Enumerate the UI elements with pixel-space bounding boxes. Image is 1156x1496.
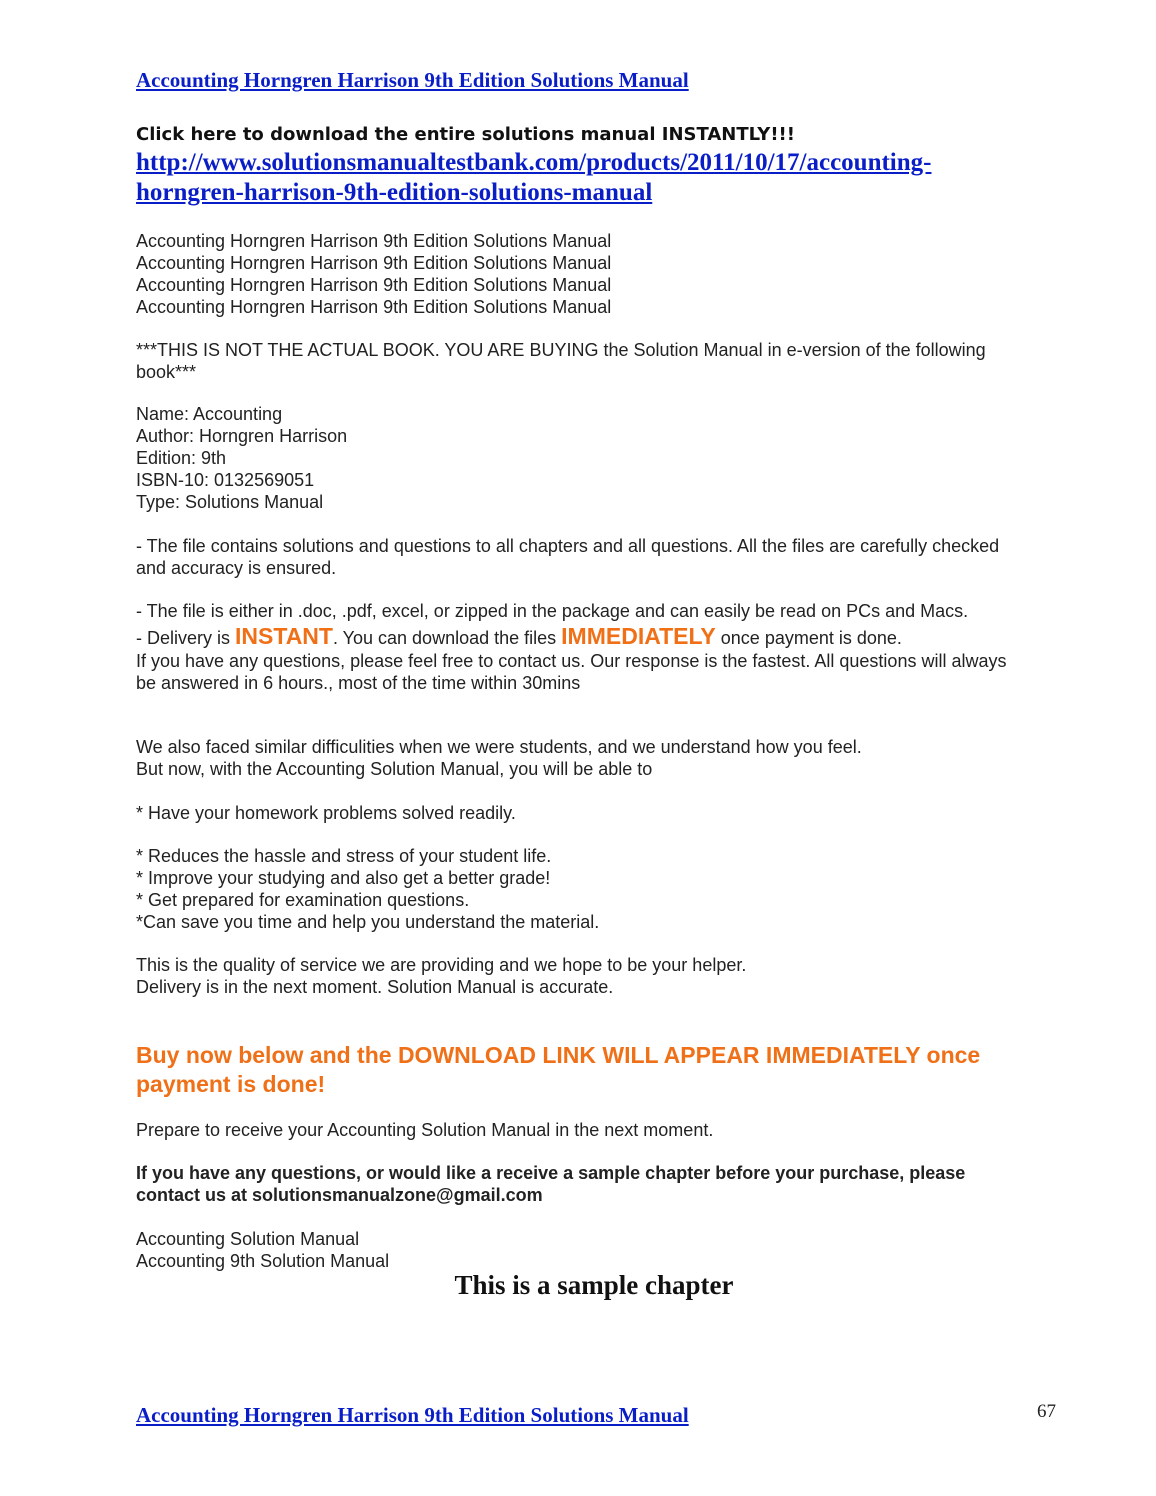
benefit-item: * Reduces the hassle and stress of your student life. [136, 846, 552, 866]
students-line-1: We also faced similar difficulities when we were students, and we understand how you feel. [136, 737, 862, 757]
prepare-line: Prepare to receive your Accounting Solution Manual in the next moment. [136, 1120, 714, 1140]
file-format-note [136, 600, 1056, 622]
file-contents-line-2: and accuracy is ensured. [136, 558, 337, 578]
students-line-2: But now, with the Accounting Solution Manual, you will be able to [136, 759, 653, 779]
benefit-item: *Can save you time and help you understand the material. [136, 912, 600, 932]
repeated-title-list [136, 230, 1056, 318]
book-isbn: ISBN-10: 0132569051 [136, 470, 315, 490]
quality-note [136, 954, 1056, 998]
benefits-list [136, 845, 1056, 933]
questions-line-1: If you have any questions, please feel free to contact us. Our response is the fastest. All questions will always [136, 651, 1007, 671]
students-note [136, 736, 1056, 780]
file-format-line: - The file is either in .doc, .pdf, excel, or zipped in the package and can easily be read on PCs and Macs. [136, 601, 969, 621]
quality-line-1: This is the quality of service we are providing and we hope to be your helper. [136, 955, 747, 975]
sample-chapter-heading: This is a sample chapter [454, 1270, 734, 1300]
book-type: Type: Solutions Manual [136, 492, 324, 512]
document-page [136, 0, 1056, 1496]
disclaimer-line-1: ***THIS IS NOT THE ACTUAL BOOK. YOU ARE BUYING the Solution Manual in e-version of the following [136, 340, 986, 360]
benefit-homework [136, 802, 1056, 824]
questions-line-2: be answered in 6 hours., most of the time within 30mins [136, 673, 581, 693]
benefit-item: * Improve your studying and also get a better grade! [136, 868, 551, 888]
benefit-item: * Get prepared for examination questions. [136, 890, 470, 910]
repeated-title-line: Accounting Horngren Harrison 9th Edition Solutions Manual [136, 231, 612, 251]
buy-now-line-2: payment is done! [136, 1071, 326, 1097]
book-name: Name: Accounting [136, 404, 283, 424]
click-here-text: Click here to download the entire solutions manual INSTANTLY!!! [136, 124, 795, 145]
delivery-note [136, 622, 1056, 652]
title-link[interactable]: Accounting Horngren Harrison 9th Edition Solutions Manual [136, 68, 689, 92]
delivery-prefix: - Delivery is [136, 628, 236, 648]
quality-line-2: Delivery is in the next moment. Solution Manual is accurate. [136, 977, 614, 997]
footer-link[interactable]: Accounting Horngren Harrison 9th Edition Solutions Manual [136, 1403, 689, 1427]
delivery-suffix: once payment is done. [715, 628, 902, 648]
file-contents-note [136, 535, 1056, 579]
questions-note [136, 650, 1056, 694]
download-url-line-2[interactable]: horngren-harrison-9th-edition-solutions-manual [136, 179, 653, 206]
download-url-line-1[interactable]: http://www.solutionsmanualtestbank.com/products/2011/10/17/accounting- [136, 149, 932, 176]
benefit-item: * Have your homework problems solved readily. [136, 803, 516, 823]
related-titles [136, 1228, 1056, 1272]
immediately-highlight: IMMEDIATELY [561, 623, 716, 649]
file-contents-line-1: - The file contains solutions and questions to all chapters and all questions. All the files are carefully checked [136, 536, 1000, 556]
contact-line-2: contact us at solutionsmanualzone@gmail.com [136, 1185, 543, 1205]
download-url-link[interactable] [136, 148, 1036, 208]
buy-now-line-1: Buy now below and the DOWNLOAD LINK WILL APPEAR IMMEDIATELY once [136, 1042, 981, 1068]
disclaimer [136, 339, 1056, 383]
buy-now-heading [136, 1041, 1056, 1099]
repeated-title-line: Accounting Horngren Harrison 9th Edition Solutions Manual [136, 275, 612, 295]
book-author: Author: Horngren Harrison [136, 426, 348, 446]
delivery-line [136, 622, 1056, 652]
related-title: Accounting 9th Solution Manual [136, 1251, 390, 1271]
prepare-note [136, 1119, 1056, 1141]
repeated-title-line: Accounting Horngren Harrison 9th Edition Solutions Manual [136, 297, 612, 317]
instant-highlight: INSTANT [235, 623, 333, 649]
contact-note [136, 1162, 1056, 1206]
page-number: 67 [1037, 1401, 1056, 1422]
book-info [136, 403, 1056, 513]
related-title: Accounting Solution Manual [136, 1229, 360, 1249]
delivery-middle: . You can download the files [332, 628, 562, 648]
book-edition: Edition: 9th [136, 448, 227, 468]
disclaimer-line-2: book*** [136, 362, 197, 382]
repeated-title-line: Accounting Horngren Harrison 9th Edition Solutions Manual [136, 253, 612, 273]
contact-line-1: If you have any questions, or would like a receive a sample chapter before your purchase, please [136, 1163, 966, 1183]
